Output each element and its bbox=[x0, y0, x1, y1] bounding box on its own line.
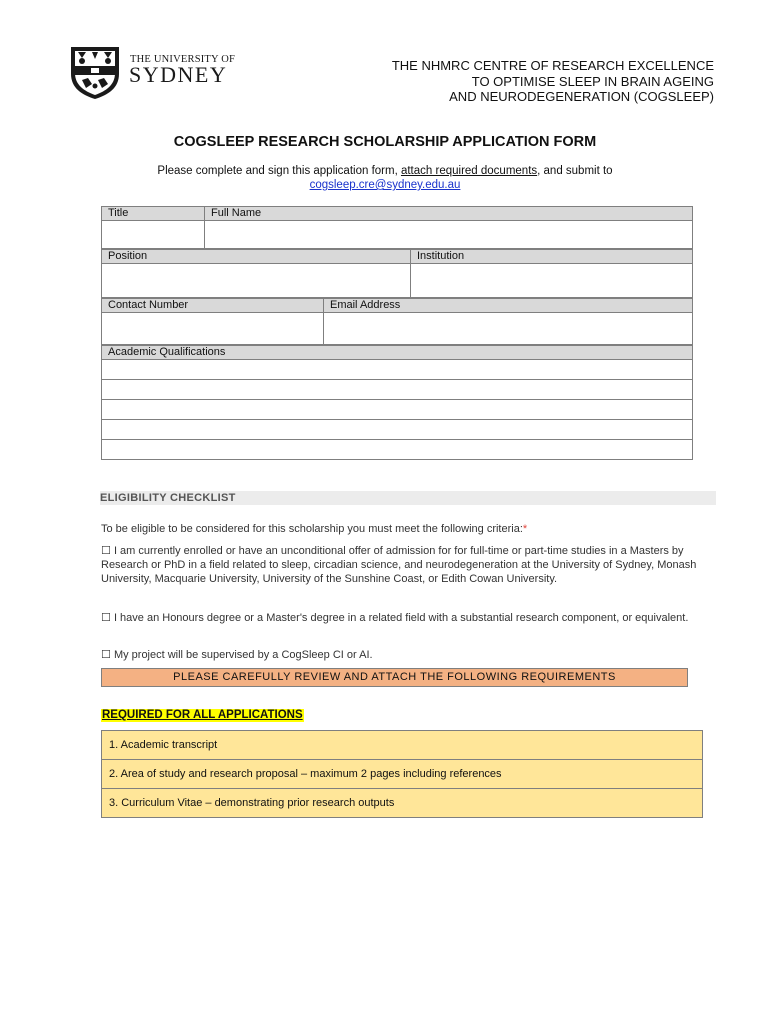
qualification-row-input[interactable] bbox=[101, 359, 693, 380]
submit-email-link[interactable]: cogsleep.cre@sydney.edu.au bbox=[309, 179, 461, 191]
criterion-checkbox[interactable]: ☐ bbox=[101, 649, 111, 661]
academic-qualifications-label: Academic Qualifications bbox=[101, 345, 693, 360]
criterion-text: I am currently enrolled or have an unconditional offer of admission for for full-time or part-time studies in a Masters by Research or PhD in a field related to sleep, circadian science, and neurodegeneration at the University of Sydney, Monash University, Macquarie University, University of the Sunshine Coast, or Edith Cowan University. bbox=[101, 545, 697, 586]
eligibility-intro-text: To be eligible to be considered for this scholarship you must meet the following criteria: bbox=[101, 523, 523, 535]
review-requirements-banner: PLEASE CAREFULLY REVIEW AND ATTACH THE FOLLOWING REQUIREMENTS bbox=[101, 668, 688, 687]
university-logo bbox=[68, 44, 238, 100]
criterion-text: I have an Honours degree or a Master's degree in a related field with a substantial research component, or equivalent. bbox=[113, 612, 689, 624]
requirement-item: 1. Academic transcript bbox=[101, 730, 703, 760]
qualification-row-input[interactable] bbox=[101, 439, 693, 460]
required-asterisk: * bbox=[522, 523, 528, 535]
email-address-input[interactable] bbox=[323, 312, 693, 345]
contact-number-input[interactable] bbox=[101, 312, 324, 345]
email-address-label: Email Address bbox=[323, 298, 693, 313]
qualification-row-input[interactable] bbox=[101, 419, 693, 440]
logo-big-text: SYDNEY bbox=[129, 62, 228, 87]
institution-label: Institution bbox=[410, 249, 693, 264]
criterion-checkbox[interactable]: ☐ bbox=[101, 612, 111, 624]
position-label: Position bbox=[101, 249, 411, 264]
instructions-text-before: Please complete and sign this application form, bbox=[157, 165, 401, 177]
title-label: Title bbox=[101, 206, 205, 221]
instructions bbox=[0, 164, 770, 192]
criterion-2 bbox=[101, 611, 711, 625]
instructions-text-after: , and submit to bbox=[537, 165, 613, 177]
full-name-input[interactable] bbox=[204, 220, 693, 249]
criterion-text: My project will be supervised by a CogSleep CI or AI. bbox=[113, 649, 373, 661]
criterion-3 bbox=[101, 648, 711, 662]
centre-title bbox=[392, 58, 714, 105]
attach-documents-text: attach required documents bbox=[400, 165, 538, 177]
eligibility-heading: ELIGIBILITY CHECKLIST bbox=[100, 491, 716, 505]
eligibility-intro bbox=[101, 522, 711, 536]
crest-icon bbox=[68, 44, 122, 100]
form-title: COGSLEEP RESEARCH SCHOLARSHIP APPLICATION FORM bbox=[173, 134, 597, 150]
position-input[interactable] bbox=[101, 263, 411, 298]
centre-title-line-1: THE NHMRC CENTRE OF RESEARCH EXCELLENCE bbox=[391, 58, 714, 73]
full-name-label: Full Name bbox=[204, 206, 693, 221]
requirement-item: 2. Area of study and research proposal – maximum 2 pages including references bbox=[101, 759, 703, 789]
criterion-1 bbox=[101, 544, 711, 587]
criterion-checkbox[interactable]: ☐ bbox=[101, 545, 111, 557]
institution-input[interactable] bbox=[410, 263, 693, 298]
logo-small-text: THE UNIVERSITY OF bbox=[130, 54, 236, 65]
title-input[interactable] bbox=[101, 220, 205, 249]
requirement-item: 3. Curriculum Vitae – demonstrating prior research outputs bbox=[101, 788, 703, 818]
qualification-row-input[interactable] bbox=[101, 399, 693, 420]
centre-title-line-3: AND NEURODEGENERATION (COGSLEEP) bbox=[449, 89, 714, 104]
centre-title-line-2: TO OPTIMISE SLEEP IN BRAIN AGEING bbox=[471, 73, 714, 89]
contact-number-label: Contact Number bbox=[101, 298, 324, 313]
required-heading: REQUIRED FOR ALL APPLICATIONS bbox=[102, 709, 303, 721]
instructions-line bbox=[0, 164, 770, 178]
qualification-row-input[interactable] bbox=[101, 379, 693, 400]
